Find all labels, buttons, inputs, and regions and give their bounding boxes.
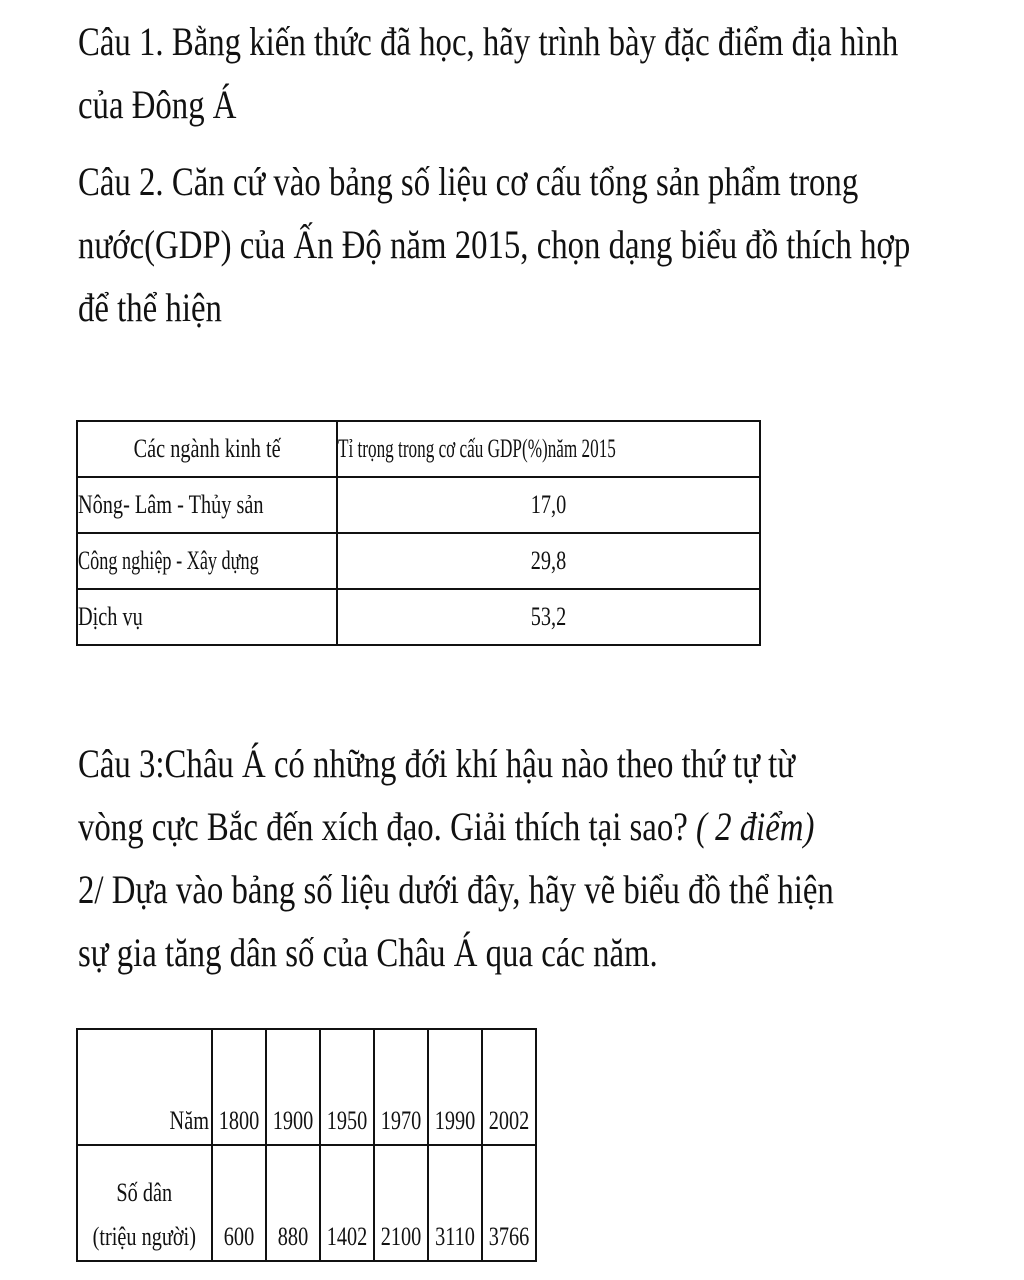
sector-name: Dịch vụ — [78, 602, 143, 631]
sector-value: 29,8 — [530, 546, 567, 575]
question-3-line-2-text: vòng cực Bắc đến xích đạo. Giải thích tại sao? — [78, 804, 696, 849]
question-3 — [78, 732, 834, 984]
population-value: 600 — [223, 1222, 254, 1251]
table-cell — [266, 1029, 320, 1145]
year-value: 1800 — [218, 1106, 259, 1135]
table-header-cell — [337, 421, 760, 477]
table-cell — [212, 1029, 266, 1145]
table-cell — [77, 533, 337, 589]
question-3-line-3: 2/ Dựa vào bảng số liệu dưới đây, hãy vẽ biểu đồ thể hiện — [78, 867, 834, 912]
table-cell — [374, 1029, 428, 1145]
table-cell — [337, 533, 760, 589]
question-3-points: ( 2 điểm) — [695, 804, 815, 849]
sector-name: Nông- Lâm - Thủy sản — [78, 490, 264, 519]
population-label: Số dân — [116, 1178, 173, 1207]
question-3-line-4: sự gia tăng dân số của Châu Á qua các năm. — [78, 930, 658, 975]
table-cell — [77, 477, 337, 533]
population-value: 880 — [277, 1222, 308, 1251]
question-2-line-1: Câu 2. Căn cứ vào bảng số liệu cơ cấu tổng sản phẩm trong — [78, 159, 859, 204]
sector-value: 53,2 — [530, 602, 567, 631]
population-table — [76, 1028, 537, 1262]
table-cell — [337, 477, 760, 533]
population-value: 1402 — [326, 1222, 367, 1251]
population-value: 2100 — [380, 1222, 421, 1251]
header-sector-label: Các ngành kinh tế — [133, 434, 281, 463]
population-value: 3766 — [488, 1222, 529, 1251]
table-cell — [77, 589, 337, 645]
question-1 — [78, 10, 899, 136]
sector-name: Công nghiệp - Xây dựng — [78, 546, 259, 575]
year-value: 2002 — [488, 1106, 529, 1135]
population-unit-label: (triệu người) — [92, 1222, 196, 1251]
table-cell — [77, 1145, 212, 1261]
year-value: 1900 — [272, 1106, 313, 1135]
population-value: 3110 — [434, 1222, 475, 1251]
table-row — [77, 1145, 536, 1261]
table-cell — [77, 1029, 212, 1145]
table-cell — [320, 1145, 374, 1261]
year-value: 1990 — [434, 1106, 475, 1135]
table-row — [77, 1029, 536, 1145]
question-1-line-2: của Đông Á — [78, 82, 237, 127]
table-cell — [212, 1145, 266, 1261]
question-2-line-2: nước(GDP) của Ấn Độ năm 2015, chọn dạng biểu đồ thích hợp — [78, 222, 911, 267]
gdp-structure-table — [76, 420, 761, 646]
table-row — [77, 477, 760, 533]
table-cell — [320, 1029, 374, 1145]
table-header-row — [77, 421, 760, 477]
table-row — [77, 533, 760, 589]
table-cell — [482, 1029, 536, 1145]
year-value: 1950 — [326, 1106, 367, 1135]
sector-value: 17,0 — [530, 490, 567, 519]
year-label: Năm — [169, 1106, 209, 1135]
question-3-line-2 — [78, 795, 815, 858]
question-2-line-3: để thể hiện — [78, 285, 222, 330]
table-cell — [266, 1145, 320, 1261]
table-header-cell — [77, 421, 337, 477]
header-share-label: Tỉ trọng trong cơ cấu GDP(%)năm 2015 — [338, 434, 617, 463]
table-cell — [337, 589, 760, 645]
year-value: 1970 — [380, 1106, 421, 1135]
table-row — [77, 589, 760, 645]
table-cell — [482, 1145, 536, 1261]
question-1-line-1: Câu 1. Bằng kiến thức đã học, hãy trình bày đặc điểm địa hình — [78, 19, 899, 64]
question-2 — [78, 150, 911, 339]
question-3-line-1: Câu 3:Châu Á có những đới khí hậu nào theo thứ tự từ — [78, 741, 796, 786]
table-cell — [374, 1145, 428, 1261]
table-cell — [428, 1029, 482, 1145]
table-cell — [428, 1145, 482, 1261]
